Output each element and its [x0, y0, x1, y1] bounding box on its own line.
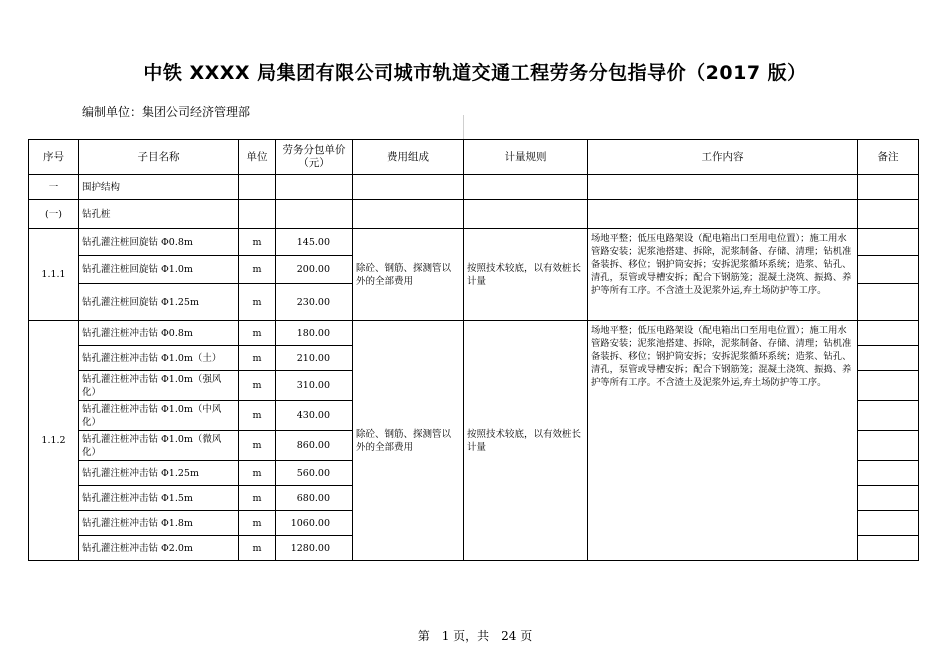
item-price: 1060.00: [276, 511, 353, 536]
item-note: [858, 511, 919, 536]
item-unit: m: [239, 431, 276, 461]
item-name: 钻孔灌注桩回旋钻 Φ1.0m: [79, 256, 239, 284]
cell-guide-line: [463, 115, 464, 139]
item-price: 560.00: [276, 461, 353, 486]
item-note: [858, 321, 919, 346]
item-unit: m: [239, 229, 276, 256]
header-fee: 费用组成: [353, 140, 464, 175]
item-name: 钻孔灌注桩冲击钻 Φ0.8m: [79, 321, 239, 346]
header-item: 子目名称: [79, 140, 239, 175]
item-note: [858, 401, 919, 431]
item-note: [858, 486, 919, 511]
item-price: 180.00: [276, 321, 353, 346]
item-note: [858, 346, 919, 371]
subsection-row: [29, 200, 919, 229]
header-note: 备注: [858, 140, 919, 175]
header-rule: 计量规则: [464, 140, 588, 175]
item-note: [858, 461, 919, 486]
item-price: 200.00: [276, 256, 353, 284]
item-price: 310.00: [276, 371, 353, 401]
item-note: [858, 371, 919, 401]
item-name: 钻孔灌注桩冲击钻 Φ1.5m: [79, 486, 239, 511]
item-unit: m: [239, 284, 276, 321]
item-price: 230.00: [276, 284, 353, 321]
table-row: [29, 321, 919, 346]
item-unit: m: [239, 401, 276, 431]
header-work: 工作内容: [588, 140, 858, 175]
item-name: 钻孔灌注桩冲击钻 Φ2.0m: [79, 536, 239, 561]
section-row: [29, 175, 919, 200]
header-unit: 单位: [239, 140, 276, 175]
header-seq: 序号: [29, 140, 79, 175]
group2-work: 场地平整；低压电路架设（配电箱出口至用电位置）；施工用水管路安装；泥浆池搭建、拆除，泥浆制备、存储、清理；钻机准备装拆、移位；钢护筒安拆；安拆泥浆循环系统；造浆、钻孔、清孔，泵管或导槽安拆；配合下钢筋笼；混凝土浇筑、振捣、养护等所有工序。不含渣土及泥浆外运,弃土场防护等工序。: [588, 321, 858, 561]
subsection-name: 钻孔桩: [79, 200, 239, 229]
item-price: 210.00: [276, 346, 353, 371]
item-note: [858, 229, 919, 256]
header-price: 劳务分包单价（元）: [276, 140, 353, 175]
item-note: [858, 284, 919, 321]
group2-seq: 1.1.2: [29, 321, 79, 561]
item-unit: m: [239, 536, 276, 561]
page-footer: 第 1 页，共 24 页: [417, 629, 533, 643]
header-row: [29, 140, 919, 175]
item-name: 钻孔灌注桩回旋钻 Φ1.25m: [79, 284, 239, 321]
item-unit: m: [239, 321, 276, 346]
item-name: 钻孔灌注桩冲击钻 Φ1.8m: [79, 511, 239, 536]
section-seq: 一: [29, 175, 79, 200]
item-name: 钻孔灌注桩冲击钻 Φ1.0m（微风化）: [79, 431, 239, 461]
item-unit: m: [239, 511, 276, 536]
item-name: 钻孔灌注桩冲击钻 Φ1.0m（土）: [79, 346, 239, 371]
item-unit: m: [239, 486, 276, 511]
group1-seq: 1.1.1: [29, 229, 79, 321]
item-unit: m: [239, 346, 276, 371]
item-name: 钻孔灌注桩回旋钻 Φ0.8m: [79, 229, 239, 256]
subsection-seq: (一): [29, 200, 79, 229]
section-name: 围护结构: [79, 175, 239, 200]
group1-work: 场地平整；低压电路架设（配电箱出口至用电位置）；施工用水管路安装；泥浆池搭建、拆除，泥浆制备、存储、清理；钻机准备装拆、移位；钢护筒安拆；安拆泥浆循环系统；造浆、钻孔、清孔，泵管或导槽安拆；配合下钢筋笼；混凝土浇筑、振捣、养护等所有工序。不含渣土及泥浆外运,弃土场防护等工序。: [588, 229, 858, 321]
group2-fee: 除砼、钢筋、探测管以外的全部费用: [353, 321, 464, 561]
item-price: 680.00: [276, 486, 353, 511]
group1-fee: 除砼、钢筋、探测管以外的全部费用: [353, 229, 464, 321]
item-price: 430.00: [276, 401, 353, 431]
item-name: 钻孔灌注桩冲击钻 Φ1.0m（中风化）: [79, 401, 239, 431]
item-name: 钻孔灌注桩冲击钻 Φ1.0m（强风化）: [79, 371, 239, 401]
item-price: 145.00: [276, 229, 353, 256]
group2-rule: 按照技术较底，以有效桩长计量: [464, 321, 588, 561]
item-price: 1280.00: [276, 536, 353, 561]
item-unit: m: [239, 371, 276, 401]
item-name: 钻孔灌注桩冲击钻 Φ1.25m: [79, 461, 239, 486]
page-title: 中铁 XXXX 局集团有限公司城市轨道交通工程劳务分包指导价（2017 版）: [143, 62, 807, 84]
item-note: [858, 431, 919, 461]
item-note: [858, 256, 919, 284]
price-table: [28, 139, 919, 561]
item-unit: m: [239, 256, 276, 284]
group1-rule: 按照技术较底，以有效桩长计量: [464, 229, 588, 321]
table-row: [29, 229, 919, 256]
compile-unit: 编制单位：集团公司经济管理部: [82, 105, 251, 119]
item-price: 860.00: [276, 431, 353, 461]
item-unit: m: [239, 461, 276, 486]
item-note: [858, 536, 919, 561]
